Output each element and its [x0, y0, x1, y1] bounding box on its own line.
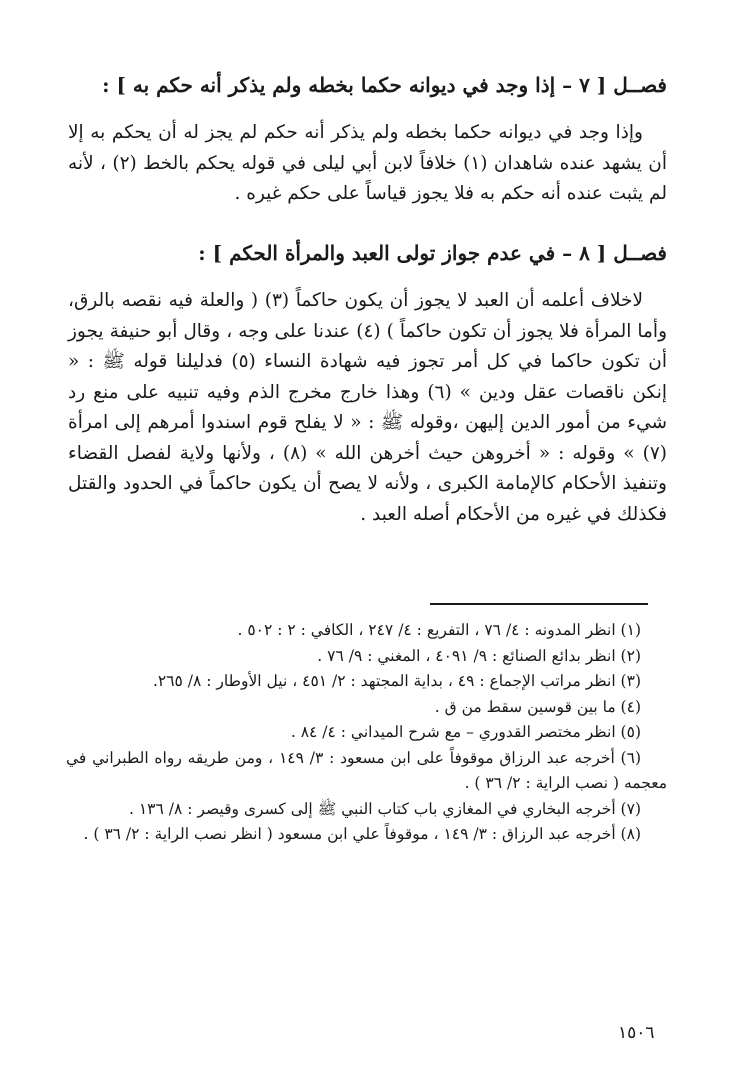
- section-7-heading: فصــل [ ٧ – إذا وجد في ديوانه حكما بخطه ولم يذكر أنه حكم به ] :: [102, 73, 667, 97]
- footnote-3: (٣) انظر مراتب الإجماع : ٤٩ ، بداية المجتهد : ٢/ ٤٥١ ، نيل الأوطار : ٨/ ٢٦٥.: [152, 672, 641, 690]
- section-7-paragraph: وإذا وجد في ديوانه حكما بخطه ولم يذكر أنه حكم لم يجز له أن يحكم به إلا أن يشهد عنده شاهدان (١) خلافاً لابن أبي ليلى في قوله يحكم بالخط (٢) ، لأنه لم يثبت عنده أنه حكم به فلا يجوز قياساً على حكم غيره .: [68, 122, 667, 204]
- footnote-separator: [430, 603, 648, 605]
- section-8-heading: فصــل [ ٨ – في عدم جواز تولى العبد والمرأة الحكم ] :: [198, 241, 667, 265]
- footnote-1: (١) انظر المدونه : ٤/ ٧٦ ، التفريع : ٤/ ٢٤٧ ، الكافي : ٢ : ٥٠٢ .: [237, 621, 641, 639]
- footnote-8: (٨) أخرجه عبد الرزاق : ٣/ ١٤٩ ، موقوفاً علي ابن مسعود ( انظر نصب الراية : ٢/ ٣٦ ) .: [83, 825, 641, 843]
- footnote-2: (٢) انظر بدائع الصنائع : ٩/ ٤٠٩١ ، المغني : ٩/ ٧٦ .: [317, 646, 641, 665]
- section-8-paragraph: لاخلاف أعلمه أن العبد لا يجوز أن يكون حاكماً (٣) ( والعلة فيه نقصه بالرق، وأما المرأة فلا يجوز أن تكون حاكماً ) (٤) عندنا على وجه ، وقال أبو حنيفة يجوز أن تكون حاكما في كل أمر تجوز فيه شهادة النساء (٥) فدليلنا قوله ﷺ : « إنكن ناقصات عقل ودين » (٦) وهذا خارج مخرج الذم وفيه تنبيه على منع رد شيء من أمور الدين إليهن ،وقوله ﷺ : « لا يفلح قوم اسندوا أمرهم إلى امرأة (٧) » وقوله : « أخروهن حيث أخرهن الله » (٨) ، ولأنها ولاية لفصل القضاء وتنفيذ الأحكام كالإمامة الكبرى ، ولأنه لا يصح أن يكون حاكماً في الحدود والقتل فكذلك في غيره من الأحكام أصله العبد .: [68, 290, 668, 525]
- footnote-5: (٥) انظر مختصر القدوري – مع شرح الميداني : ٤/ ٨٤ .: [290, 723, 641, 741]
- page-number: ١٥٠٦: [618, 1023, 655, 1043]
- footnotes: [66, 618, 667, 848]
- footnote-6: (٦) أخرجه عبد الرزاق موقوفاً على ابن مسعود : ٣/ ١٤٩ ، ومن طريقه رواه الطبراني في معجمه ( نصب الراية : ٢/ ٣٦ ) .: [66, 748, 667, 792]
- footnote-7: (٧) أخرجه البخاري في المغازي باب كتاب النبي ﷺ إلى كسرى وقيصر : ٨/ ١٣٦ .: [129, 799, 641, 818]
- footnote-4: (٤) ما بين قوسين سقط من ق .: [434, 697, 641, 716]
